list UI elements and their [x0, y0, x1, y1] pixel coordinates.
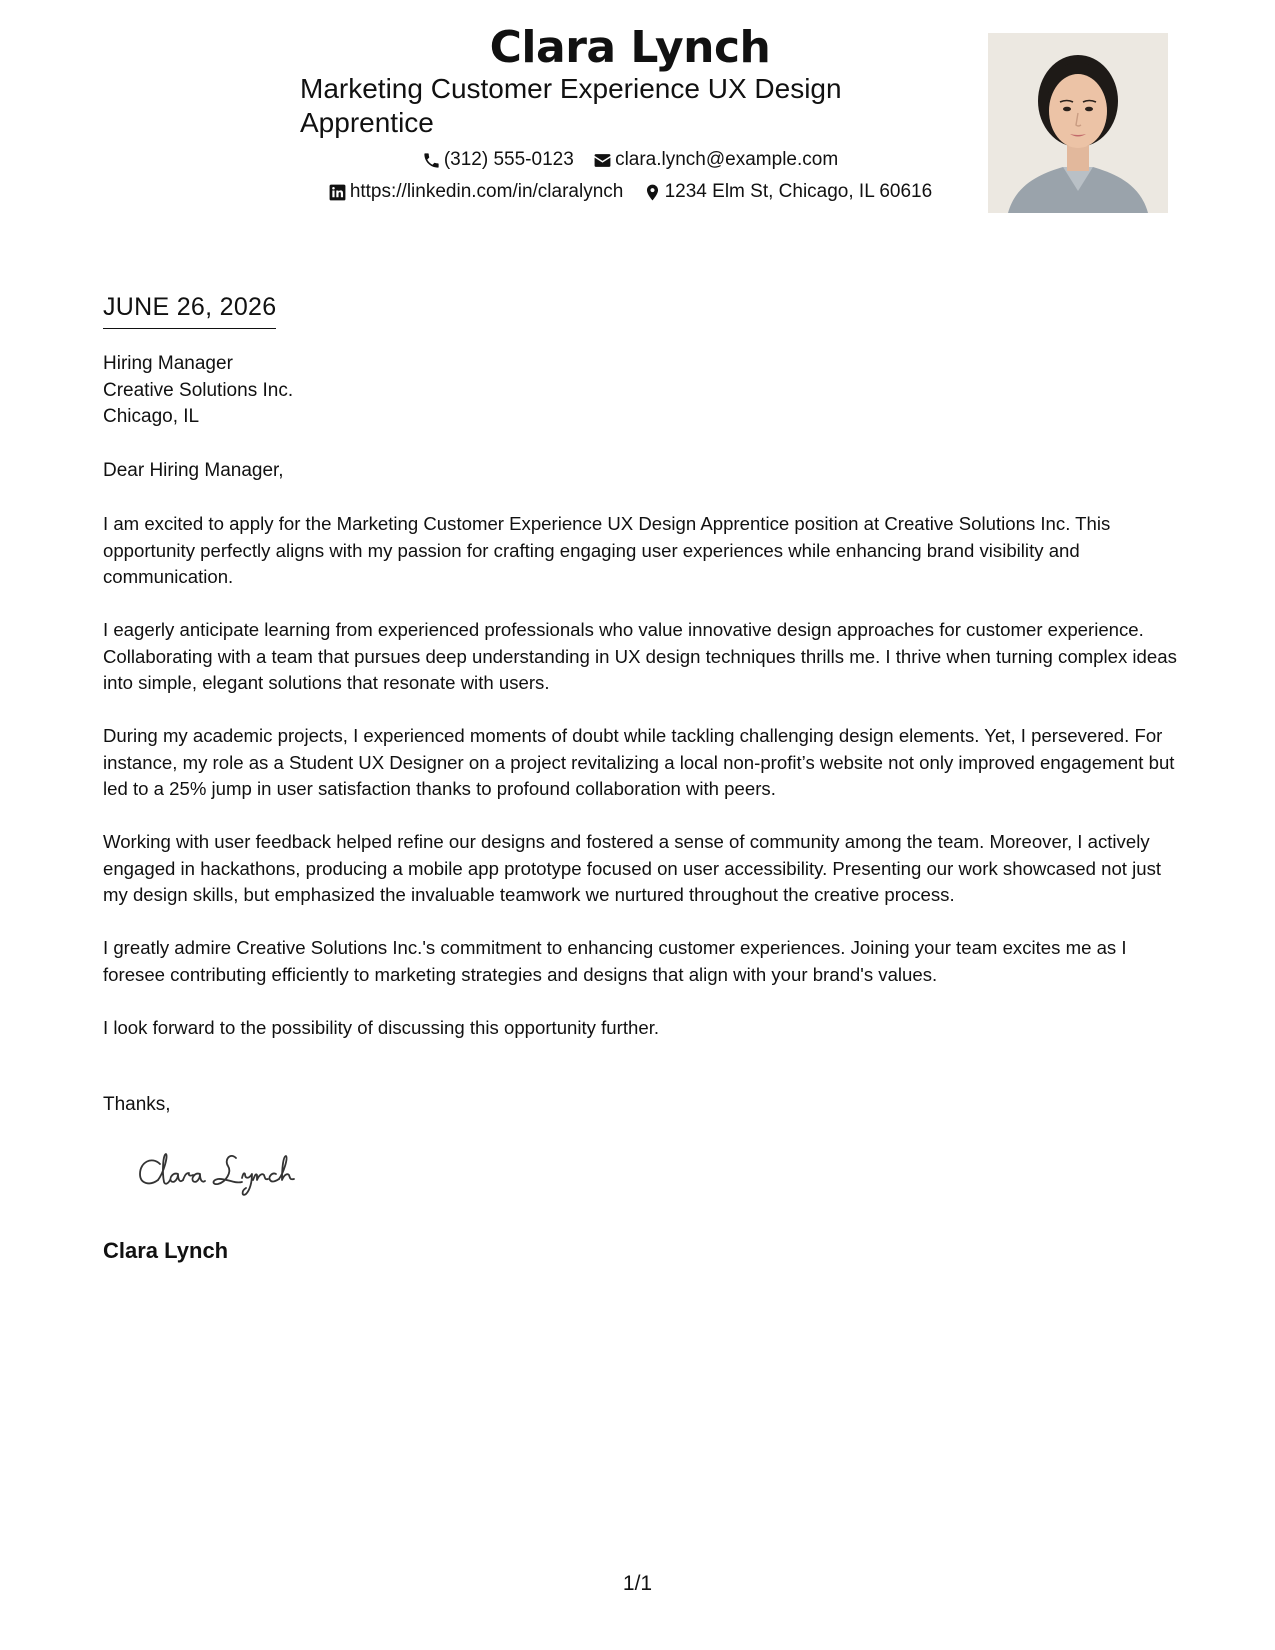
handwritten-signature: [136, 1142, 336, 1202]
recipient-line-title: Hiring Manager: [103, 353, 233, 374]
letter-header: [0, 0, 1275, 230]
body-paragraph: Working with user feedback helped refine our designs and fostered a sense of community among the team. Moreover, I actively engaged in hackathons, producing a mobile app prototype focused on user accessibility. Presenting our work showcased not just my design skills, but emphasized the invaluable teamwork we nurtured throughout the creative process.: [103, 831, 1162, 905]
salutation: Dear Hiring Manager,: [103, 460, 284, 481]
profile-photo: [988, 33, 1168, 213]
contact-phone: [422, 147, 574, 173]
body-paragraph: I eagerly anticipate learning from experienced professionals who value innovative design approaches for customer experience. Collaborating with a team that pursues deep understanding in UX design techniques thrills me. I thrive when turning complex ideas into simple, elegant solutions that resonate with users.: [103, 619, 1177, 693]
body-paragraph: I greatly admire Creative Solutions Inc.'s commitment to enhancing customer experiences. Joining your team excites me as I foresee contributing efficiently to marketing strategies and designs that align with your brand's values.: [103, 937, 1127, 985]
phone-icon: [422, 151, 441, 170]
email-text: clara.lynch@example.com: [615, 149, 839, 170]
recipient-line-location: Chicago, IL: [103, 406, 200, 427]
linkedin-text: https://linkedin.com/in/claralynch: [349, 181, 624, 202]
address-text: 1234 Elm St, Chicago, IL 60616: [664, 181, 933, 202]
letter-body: [103, 511, 1181, 1068]
envelope-icon: [593, 151, 612, 170]
linkedin-icon: [328, 183, 347, 202]
body-paragraph: During my academic projects, I experienced moments of doubt while tackling challenging design elements. Yet, I persevered. For instance, my role as a Student UX Designer on a project revitalizing a local non-profit’s website not only improved engagement but led to a 25% jump in user satisfaction thanks to profound collaboration with peers.: [103, 725, 1175, 799]
map-pin-icon: [643, 183, 662, 202]
body-paragraph: I look forward to the possibility of discussing this opportunity further.: [103, 1016, 660, 1038]
letter-date: JUNE 26, 2026: [103, 290, 276, 329]
contact-address: [643, 179, 933, 205]
phone-text: (312) 555-0123: [443, 149, 574, 170]
recipient-block: [103, 351, 293, 431]
contact-row-primary: [300, 147, 960, 178]
applicant-name: Clara Lynch: [489, 22, 771, 73]
page-number: 1/1: [622, 1572, 653, 1595]
contact-email: [593, 147, 838, 173]
closing-text: Thanks,: [103, 1094, 171, 1115]
job-title: Marketing Customer Experience UX Design Apprentice: [300, 73, 842, 138]
body-paragraph: I am excited to apply for the Marketing Customer Experience UX Design Apprentice position at Creative Solutions Inc. This opportunity perfectly aligns with my passion for crafting engaging user experiences while enhancing brand visibility and communication.: [103, 513, 1111, 587]
contact-row-secondary: [300, 179, 960, 210]
signer-name: Clara Lynch: [103, 1238, 229, 1263]
recipient-line-company: Creative Solutions Inc.: [103, 379, 294, 401]
contact-linkedin: [328, 179, 624, 205]
